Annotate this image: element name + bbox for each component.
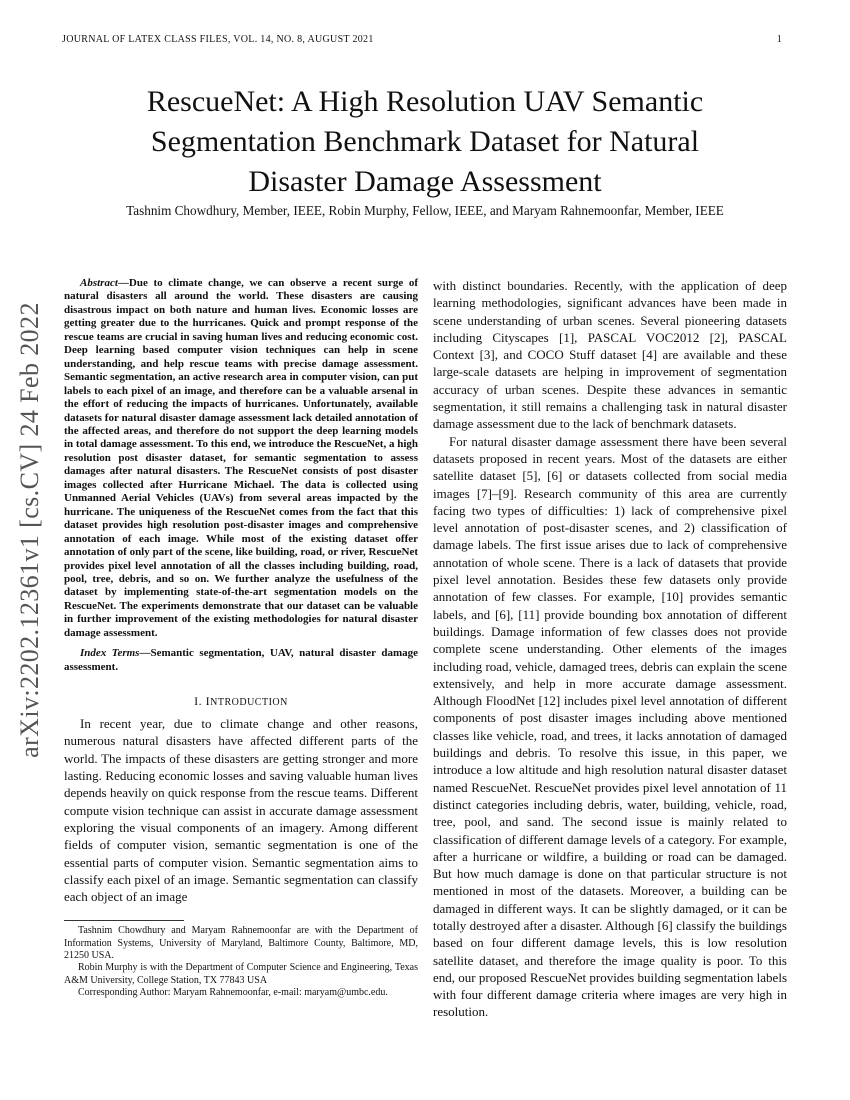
- intro-paragraph-1: In recent year, due to climate change and other reasons, numerous natural disasters have affected different parts of the world. The impacts of these disasters are getting stronger and more lasting. Reducing economic losses and saving valuable human lives depends heavily on quick response from the rescue teams. Different compute vision technique can assist in accurate damage assessment exploring the visual components of an imagery. Among different fields of computer vision, semantic segmentation is one of the essential parts of computer vision. Semantic segmentation aims to classify each pixel of an image. Semantic segmentation can classify each object of an image: [64, 716, 418, 905]
- abstract-text: Due to climate change, we can observe a recent surge of natural disasters all around the world. These disasters are causing disastrous impact on both nature and human lives. Economic losses are getting greater due to the hurricanes. Quick and prompt response of the rescue teams are crucial in saving human lives and reducing economic cost. Deep learning based computer vision techniques can help in scene understanding, and help rescue teams with precise damage assessment. Semantic segmentation, an active research area in computer vision, can put labels to each pixel of an image, and therefore can be a valuable arsenal in the effort of reducing the impacts of hurricanes. Unfortunately, available datasets for natural disaster damage assessment lack detailed annotation of the affected areas, and therefore do not support the deep learning models in total damage assessment. To this end, we introduce the RescueNet, a high resolution post disaster dataset, for semantic segmentation to assess damages after natural disasters. The RescueNet consists of post disaster images collected after Hurricane Michael. The data is collected using Unmanned Aerial Vehicles (UAVs) from several areas impacted by the hurricane. The uniqueness of the RescueNet comes from the fact that this dataset provides high resolution post-disaster images and comprehensive annotation of each image. While most of the existing dataset offer annotation of only part of the scene, like building, road, or river, RescueNet provides pixel level annotation of all the classes including building, road, pool, tree, debris, and so on. We further analyze the usefulness of the dataset by implementing state-of-the-art segmentation models on the RescueNet. The experiments demonstrate that our dataset can be valuable in further improvement of the existing methodologies for natural disaster damage assessment.: [64, 277, 418, 639]
- section-numeral: I. I: [194, 694, 211, 709]
- intro-paragraph-continued: with distinct boundaries. Recently, with the application of deep learning methodologies, significant advances have been made in scene understanding of urban scenes. Several pioneering datasets including Cityscapes [1], PASCAL VOC2012 [2], PASCAL Context [3], and COCO Stuff dataset [4] are available and these large-scale datasets are helping in improvement of segmentation accuracy of urban scenes. Despite these advances in semantic segmentation, it still remains a challenging task in natural disaster damage assessment due to the lack of benchmark datasets.: [433, 278, 787, 432]
- abstract: Abstract—Due to climate change, we can observe a recent surge of natural disasters all around the world. These disasters are causing disastrous impact on both nature and human lives. Economic losses are getting greater due to the hurricanes. Quick and prompt response of the rescue teams are crucial in saving human lives and reducing economic cost. Deep learning based computer vision techniques can help in scene understanding, and help rescue teams with precise damage assessment. Semantic segmentation, an active research area in computer vision, can put labels to each pixel of an image, and therefore can be a valuable arsenal in the effort of reducing the impacts of hurricanes. Unfortunately, available datasets for natural disaster damage assessment lack detailed annotation of the affected areas, and therefore do not support the deep learning models in total damage assessment. To this end, we introduce the RescueNet, a high resolution post disaster dataset, for semantic segmentation to assess damages after natural disasters. The RescueNet consists of post disaster images collected after Hurricane Michael. The data is collected using Unmanned Aerial Vehicles (UAVs) from several areas impacted by the hurricane. The uniqueness of the RescueNet comes from the fact that this dataset provides high resolution post-disaster images and comprehensive annotation of each image. While most of the existing dataset offer annotation of only part of the scene, like building, road, or river, RescueNet provides pixel level annotation of all the classes including building, road, pool, tree, debris, and so on. We further analyze the usefulness of the dataset by implementing state-of-the-art segmentation models on the RescueNet. The experiments demonstrate that our dataset can be valuable in further improvement of the existing methodologies for natural disaster damage assessment.: [64, 277, 418, 639]
- title-line-1: RescueNet: A High Resolution UAV Semantic: [146, 85, 704, 118]
- intro-paragraph-2: For natural disaster damage assessment there have been several datasets proposed in recent years. Most of the datasets are either satellite dataset [5], [6] or datasets collected from social media images [7]–[9]. Research community of this area are currently facing two types of difficulties: 1) lack of comprehensive pixel level annotation of post-disaster scenes, and 2) classification of damage labels. The first issue arises due to lack of comprehensive annotation of whole scene. There is a lack of datasets that provide pixel level annotation. Besides these few datasets only provide annotation of few classes. For example, [10] provides semantic labels, and [6], [11] provide bounding box annotation of different buildings. Damage information of few classes does not provide complete scene understanding. Other elements of the images including road, vehicle, damaged trees, debris can explain the scene extensively, and help in more accurate damage assessment. Although FloodNet [12] includes pixel level annotation of different components of post disaster images including above mentioned classes like vehicle, road, and trees, it lacks annotation of damaged buildings and debris. To resolve this issue, in this paper, we introduce a low altitude and high resolution natural disaster dataset named RescueNet. RescueNet provides pixel level annotation of 11 distinct categories including debris, water, building, vehicle, road, tree, pool, and sand. The second issue is mainly related to classification of different damage levels of a category. For example, after a hurricane or wildfire, a building or road can be damaged. But how much damage is done on that particular structure is not mentioned in most of the datasets. Moreover, a building can be damaged in different ways. It can be slightly damaged, or it can be totally destroyed after a disaster. Although [6] classify the buildings based on four different damage levels, this is low resolution satellite dataset, and therefore the image quality is poor. To this end, our proposed RescueNet provides building segmentation labels with four different damage criteria where images are very high in resolution.: [433, 433, 787, 1020]
- index-terms: Index Terms—Semantic segmentation, UAV, natural disaster damage assessment.: [64, 647, 418, 673]
- author-list: Tashnim Chowdhury, Member, IEEE, Robin Murphy, Fellow, IEEE, and Maryam Rahnemoonfar, Member, IEEE: [126, 203, 724, 218]
- footnote-affiliation-1: Tashnim Chowdhury and Maryam Rahnemoonfar are with the Department of Information Systems, University of Maryland, Baltimore County, Baltimore, MD, 21250 USA.: [64, 925, 418, 961]
- arxiv-stamp: [8, 290, 52, 770]
- footnote-corresponding-author: Corresponding Author: Maryam Rahnemoonfar, e-mail: maryam@umbc.edu.: [78, 986, 388, 998]
- abstract-label: Abstract: [80, 277, 118, 289]
- title-line-3: Disaster Damage Assessment: [248, 165, 602, 198]
- section-heading-introduction: [64, 694, 418, 709]
- page-number: 1: [776, 34, 782, 45]
- paper-title: [60, 82, 790, 202]
- right-column: [433, 277, 787, 1021]
- index-terms-text: Semantic segmentation, UAV, natural disaster damage assessment.: [64, 647, 418, 673]
- running-header: [62, 34, 782, 45]
- journal-header: JOURNAL OF LATEX CLASS FILES, VOL. 14, NO. 8, AUGUST 2021: [62, 34, 374, 45]
- index-terms-label: Index Terms: [80, 647, 140, 660]
- arxiv-stamp-text: arXiv:2202.12361v1 [cs.CV] 24 Feb 2022: [15, 302, 44, 758]
- footnote-affiliation-2: Robin Murphy is with the Department of Computer Science and Engineering, Texas A&M University, College Station, TX 77843 USA: [64, 962, 418, 986]
- footnote-rule: [64, 920, 184, 921]
- section-title: NTRODUCTION: [210, 697, 288, 709]
- left-column: [64, 277, 418, 999]
- title-line-2: Segmentation Benchmark Dataset for Natural: [150, 125, 700, 158]
